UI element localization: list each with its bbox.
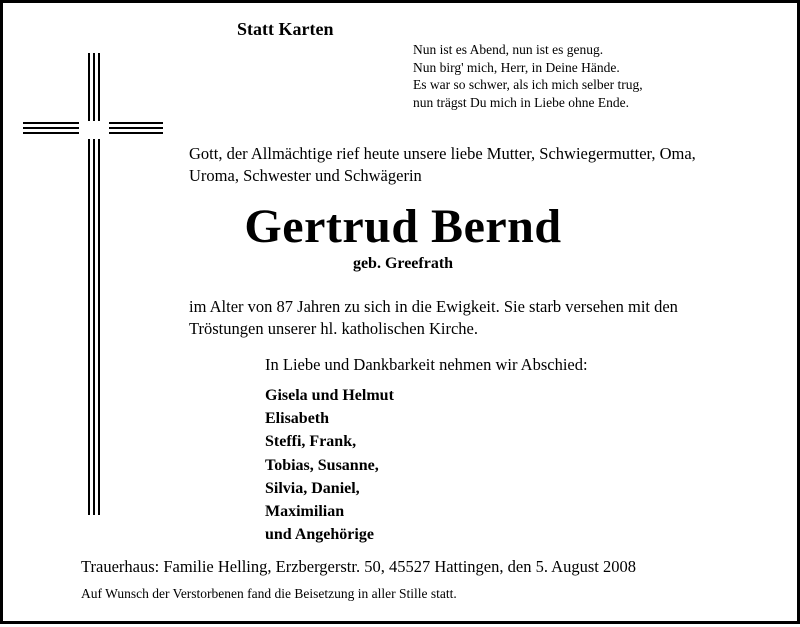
age-text (189, 296, 678, 340)
mourner: Silvia, Daniel, (265, 479, 360, 497)
poem-line: nun trägst Du mich in Liebe ohne Ende. (413, 94, 629, 110)
poem (413, 41, 643, 111)
intro-line: Uroma, Schwester und Schwägerin (189, 166, 422, 185)
mourner: Maximilian (265, 503, 345, 521)
farewell-text: In Liebe und Dankbarkeit nehmen wir Abschied: (265, 355, 588, 374)
age-line: Tröstungen unserer hl. katholischen Kirche. (189, 319, 478, 338)
poem-line: Nun ist es Abend, nun ist es genug. (413, 42, 604, 57)
mourner: Steffi, Frank, (265, 433, 357, 451)
poem-line: Nun birg' mich, Herr, in Deine Hände. (413, 59, 620, 75)
intro-line: Gott, der Allmächtige rief heute unsere liebe Mutter, Schwiegermutter, Oma, (189, 144, 696, 163)
deceased-name: Gertrud Bernd (244, 200, 562, 253)
burial-note: Auf Wunsch der Verstorbenen fand die Beisetzung in aller Stille statt. (81, 586, 457, 601)
age-line: im Alter von 87 Jahren zu sich in die Ewigkeit. Sie starb versehen mit den (189, 297, 678, 316)
mourner: Gisela und Helmut (265, 387, 394, 404)
mourners-list (265, 384, 394, 546)
poem-line: Es war so schwer, als ich mich selber trug, (413, 77, 643, 92)
maiden-name: geb. Greefrath (352, 255, 454, 272)
intro-text (189, 143, 696, 187)
statt-karten-heading: Statt Karten (237, 19, 334, 39)
mourner: Elisabeth (265, 410, 330, 428)
mourner: und Angehörige (265, 526, 374, 544)
mourner: Tobias, Susanne, (265, 456, 379, 474)
trauerhaus-address: Trauerhaus: Familie Helling, Erzbergerstr. 50, 45527 Hattingen, den 5. August 2008 (81, 557, 636, 576)
